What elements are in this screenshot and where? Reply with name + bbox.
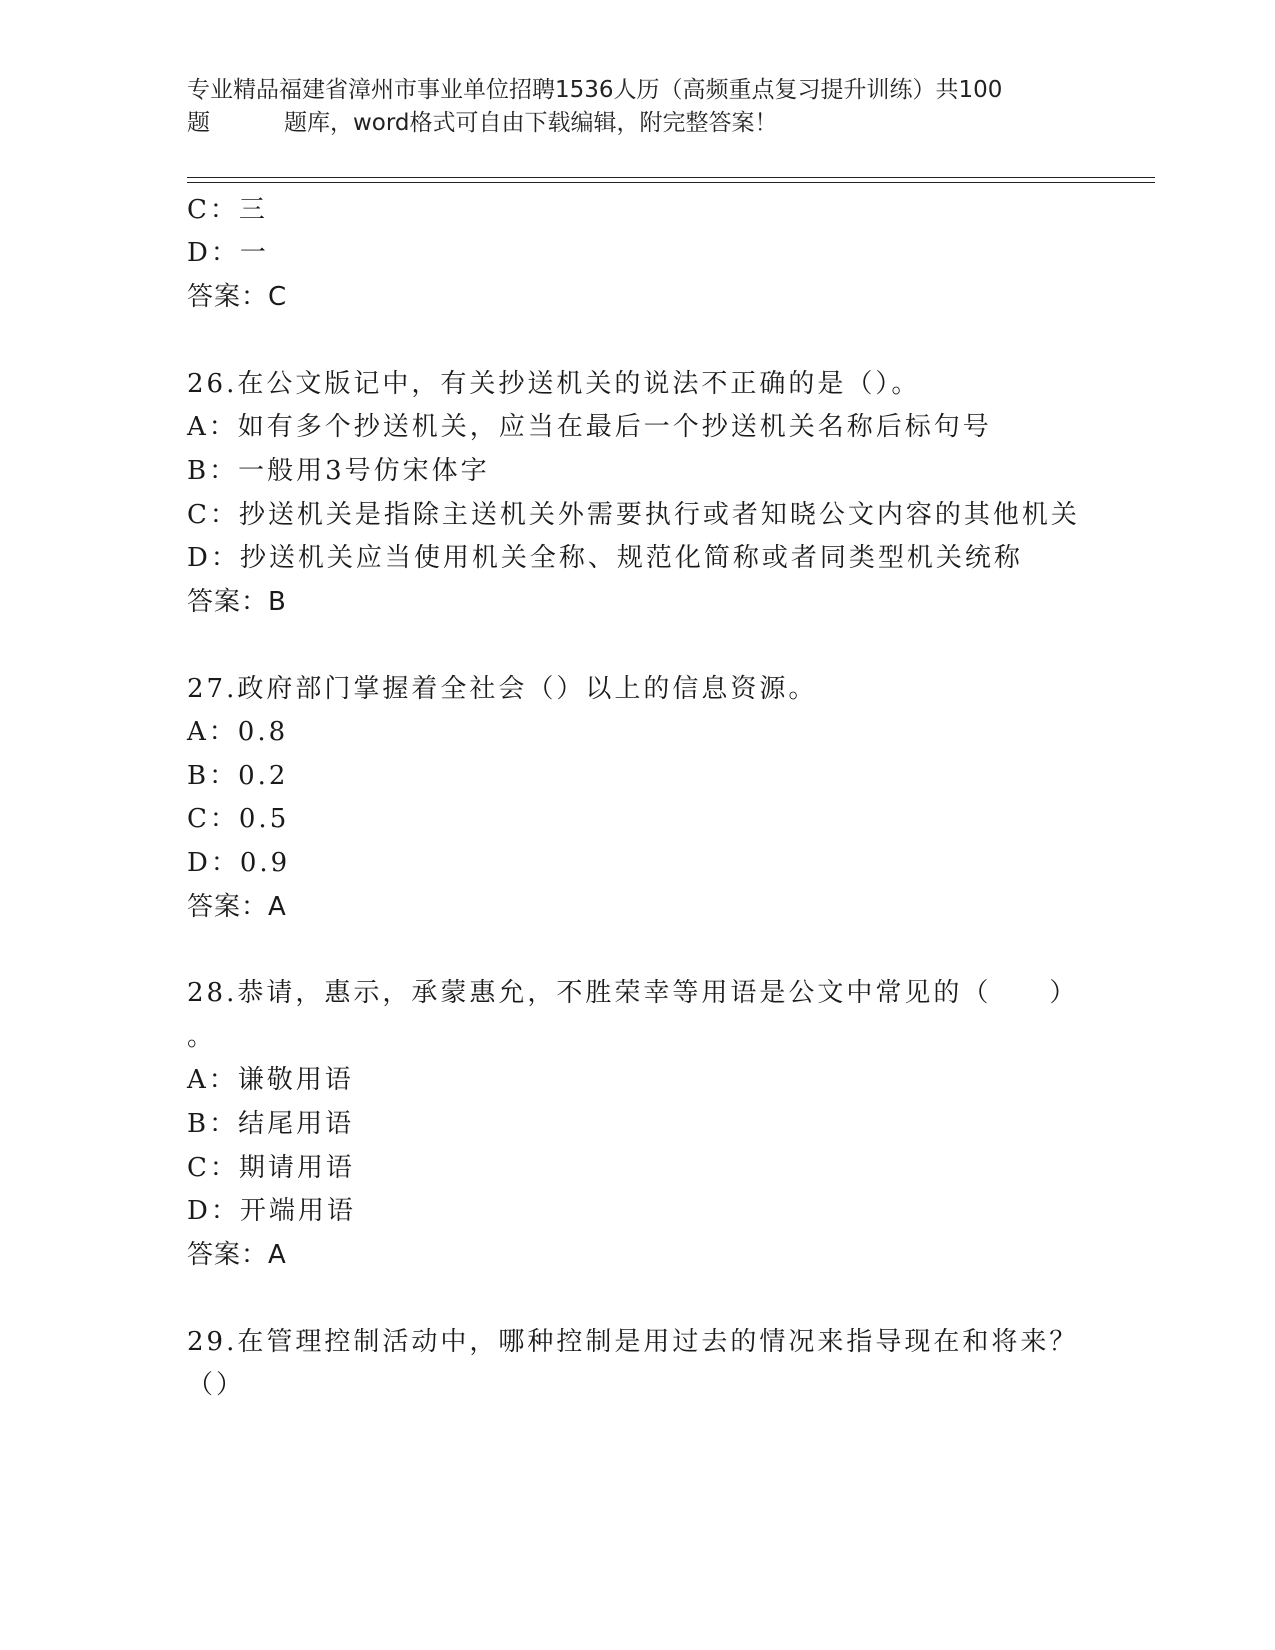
question-28-text: 28.恭请，惠示，承蒙惠允，不胜荣幸等用语是公文中常见的（ ） xyxy=(187,978,1079,1008)
question-26-option-b: B：一般用3号仿宋体字 xyxy=(187,456,490,486)
document-header xyxy=(187,74,1087,140)
question-28-option-b: B：结尾用语 xyxy=(187,1109,355,1139)
question-28-option-d: D：开端用语 xyxy=(187,1196,356,1226)
question-28-option-c: C：期请用语 xyxy=(187,1153,355,1183)
header-divider-bottom xyxy=(187,182,1155,183)
question-26-text: 26.在公文版记中，有关抄送机关的说法不正确的是（）。 xyxy=(187,369,921,399)
answer-line: 答案：C xyxy=(187,282,288,312)
option-d: D：一 xyxy=(187,238,269,268)
header-divider-top xyxy=(187,177,1155,178)
header-title-line1: 专业精品福建省漳州市事业单位招聘1536人历（高频重点复习提升训练）共100 xyxy=(187,77,1003,103)
question-28-option-a: A：谦敬用语 xyxy=(187,1065,354,1095)
header-title-line2 xyxy=(187,107,1087,140)
question-26-answer: 答案：B xyxy=(187,587,287,617)
question-27-answer: 答案：A xyxy=(187,892,287,922)
question-27-option-b: B：0.2 xyxy=(187,761,289,791)
question-27-option-d: D：0.9 xyxy=(187,848,291,878)
question-28-text-continued: 。 xyxy=(187,1022,217,1052)
question-26-option-d: D：抄送机关应当使用机关全称、规范化简称或者同类型机关统称 xyxy=(187,543,1023,573)
question-27-text: 27.政府部门掌握着全社会（）以上的信息资源。 xyxy=(187,674,818,704)
question-27-option-c: C：0.5 xyxy=(187,804,290,834)
question-27-option-a: A：0.8 xyxy=(187,717,289,747)
question-26-option-c: C：抄送机关是指除主送机关外需要执行或者知晓公文内容的其他机关 xyxy=(187,500,1080,530)
header-title-line2-text: 题库，word格式可自由下载编辑，附完整答案！ xyxy=(284,110,778,136)
header-title-line2-prefix: 题 xyxy=(187,110,210,136)
question-26-option-a: A：如有多个抄送机关，应当在最后一个抄送机关名称后标句号 xyxy=(187,412,992,442)
question-28-answer: 答案：A xyxy=(187,1240,287,1270)
question-29-text: 29.在管理控制活动中，哪种控制是用过去的情况来指导现在和将来？ xyxy=(187,1327,1079,1357)
option-c: C：三 xyxy=(187,195,268,225)
question-29-text-continued: （） xyxy=(187,1370,246,1400)
